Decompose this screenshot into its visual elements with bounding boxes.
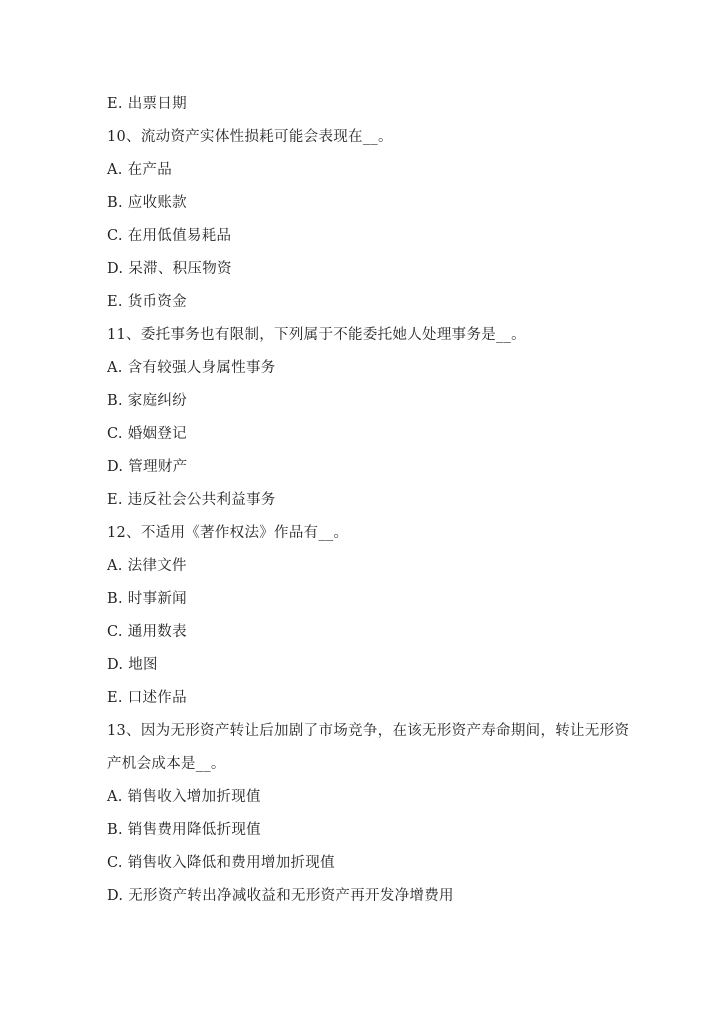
option-b-q11: B. 家庭纠纷 xyxy=(107,393,187,409)
option-b-q12: B. 时事新闻 xyxy=(107,591,187,607)
question-13-line-2: 产机会成本是__。 xyxy=(107,756,226,772)
option-c-q10: C. 在用低值易耗品 xyxy=(107,228,232,244)
option-a-q13: A. 销售收入增加折现值 xyxy=(107,789,261,805)
option-e-q11: E. 违反社会公共利益事务 xyxy=(107,492,276,508)
option-a-q12: A. 法律文件 xyxy=(107,558,187,574)
option-c-q13: C. 销售收入降低和费用增加折现值 xyxy=(107,855,335,871)
option-e-q12: E. 口述作品 xyxy=(107,690,187,706)
question-13-line-1: 13、因为无形资产转让后加剧了市场竞争，在该无形资产寿命期间，转让无形资 xyxy=(107,723,630,739)
option-d-q12: D. 地图 xyxy=(107,657,158,673)
option-a-q10: A. 在产品 xyxy=(107,162,172,178)
option-b-q13: B. 销售费用降低折现值 xyxy=(107,822,261,838)
option-a-q11: A. 含有较强人身属性事务 xyxy=(107,360,276,376)
option-c-q11: C. 婚姻登记 xyxy=(107,426,187,442)
option-d-q13: D. 无形资产转出净减收益和无形资产再开发净增费用 xyxy=(107,888,454,904)
option-e-q9: E. 出票日期 xyxy=(107,96,187,112)
option-d-q10: D. 呆滞、积压物资 xyxy=(107,261,232,277)
option-d-q11: D. 管理财产 xyxy=(107,459,188,475)
question-12: 12、不适用《著作权法》作品有__。 xyxy=(107,525,349,541)
option-c-q12: C. 通用数表 xyxy=(107,624,187,640)
option-b-q10: B. 应收账款 xyxy=(107,195,187,211)
question-11: 11、委托事务也有限制，下列属于不能委托她人处理事务是__。 xyxy=(107,327,526,343)
question-10: 10、流动资产实体性损耗可能会表现在__。 xyxy=(107,129,393,145)
option-e-q10: E. 货币资金 xyxy=(107,294,187,310)
